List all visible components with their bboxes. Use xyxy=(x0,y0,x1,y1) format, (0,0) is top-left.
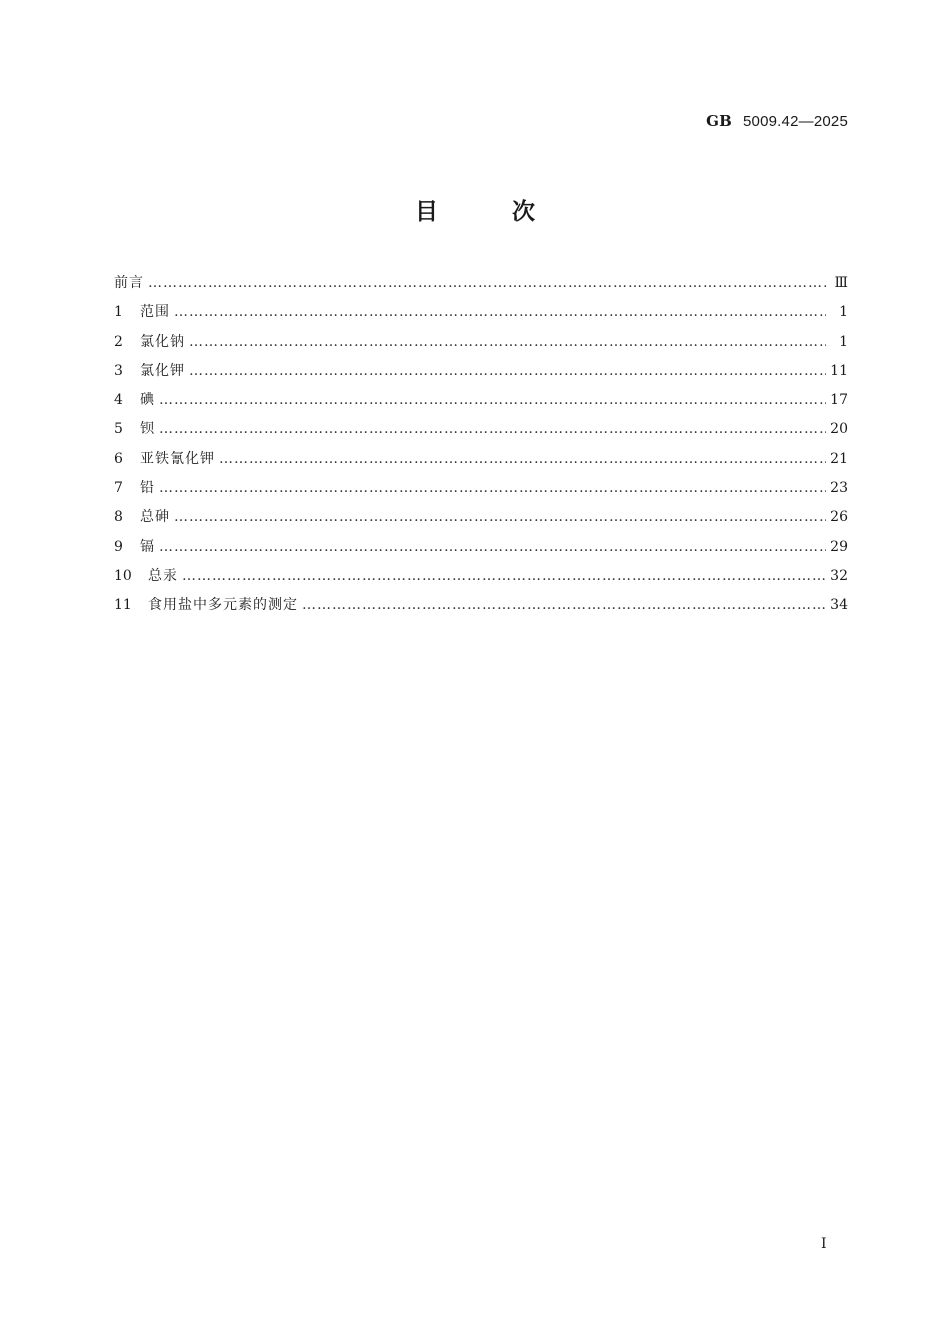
toc-entry-label: 氯化钠 xyxy=(140,333,185,350)
toc-entry-page: 26 xyxy=(830,509,848,526)
standard-number xyxy=(706,112,848,130)
toc-entry-8[interactable] xyxy=(114,506,848,535)
toc-entry-number: 4 xyxy=(114,392,123,409)
toc-entry-label: 前言 xyxy=(114,275,144,291)
toc-entry-foreword[interactable] xyxy=(114,272,848,301)
toc-entry-label: 氯化钾 xyxy=(140,362,185,379)
toc-entry-page: 11 xyxy=(830,362,848,379)
toc-leader-dots xyxy=(159,421,826,437)
toc-entry-page: 17 xyxy=(830,392,848,409)
toc-leader-dots xyxy=(174,304,826,320)
toc-leader-dots xyxy=(189,363,826,379)
toc-entry-number: 9 xyxy=(114,538,123,555)
toc-entry-number: 1 xyxy=(114,304,123,321)
standard-code: 5009.42—2025 xyxy=(743,113,848,130)
toc-entry-6[interactable] xyxy=(114,448,848,477)
toc-entry-9[interactable] xyxy=(114,536,848,565)
toc-entry-page: 20 xyxy=(830,421,848,438)
toc-entry-page: 29 xyxy=(830,538,848,555)
toc-entry-label: 亚铁氰化钾 xyxy=(140,450,215,467)
toc-list xyxy=(114,272,848,624)
toc-entry-label: 铅 xyxy=(140,480,155,497)
toc-leader-dots xyxy=(189,334,826,350)
toc-leader-dots xyxy=(148,275,826,291)
toc-entry-label: 碘 xyxy=(140,392,155,409)
toc-entry-label: 范围 xyxy=(140,304,170,321)
toc-leader-dots xyxy=(182,568,826,584)
toc-entry-7[interactable] xyxy=(114,477,848,506)
toc-entry-5[interactable] xyxy=(114,418,848,447)
toc-entry-number: 6 xyxy=(114,450,123,467)
toc-entry-label: 镉 xyxy=(140,538,155,555)
toc-entry-page: 1 xyxy=(839,304,848,321)
toc-entry-page: 21 xyxy=(830,450,848,467)
toc-entry-page: 23 xyxy=(830,480,848,497)
toc-entry-number: 8 xyxy=(114,509,123,526)
toc-entry-label: 总汞 xyxy=(148,567,178,584)
toc-entry-4[interactable] xyxy=(114,389,848,418)
toc-entry-label: 钡 xyxy=(140,421,155,438)
toc-entry-page: 1 xyxy=(839,333,848,350)
toc-leader-dots xyxy=(219,451,826,467)
toc-entry-11[interactable] xyxy=(114,594,848,623)
toc-entry-number: 7 xyxy=(114,480,123,497)
toc-leader-dots xyxy=(159,480,826,496)
toc-entry-10[interactable] xyxy=(114,565,848,594)
toc-entry-2[interactable] xyxy=(114,331,848,360)
toc-entry-number: 3 xyxy=(114,362,123,379)
toc-entry-1[interactable] xyxy=(114,301,848,330)
toc-entry-number: 5 xyxy=(114,421,123,438)
toc-entry-number: 2 xyxy=(114,333,123,350)
toc-entry-number: 10 xyxy=(114,567,132,584)
toc-entry-page: 34 xyxy=(830,597,848,614)
toc-leader-dots xyxy=(302,597,826,613)
toc-entry-3[interactable] xyxy=(114,360,848,389)
page-folio: I xyxy=(821,1236,827,1252)
toc-entry-page: 32 xyxy=(830,567,848,584)
toc-title-left: 目 xyxy=(414,199,438,225)
toc-entry-label: 食用盐中多元素的测定 xyxy=(148,597,298,614)
toc-leader-dots xyxy=(159,539,826,555)
toc-title-right: 次 xyxy=(512,199,536,225)
toc-title xyxy=(0,193,950,226)
toc-leader-dots xyxy=(174,509,826,525)
toc-entry-page: Ⅲ xyxy=(834,275,848,291)
toc-leader-dots xyxy=(159,392,826,408)
standard-prefix: GB xyxy=(706,112,733,130)
toc-entry-label: 总砷 xyxy=(140,509,170,526)
toc-entry-number: 11 xyxy=(114,597,132,614)
